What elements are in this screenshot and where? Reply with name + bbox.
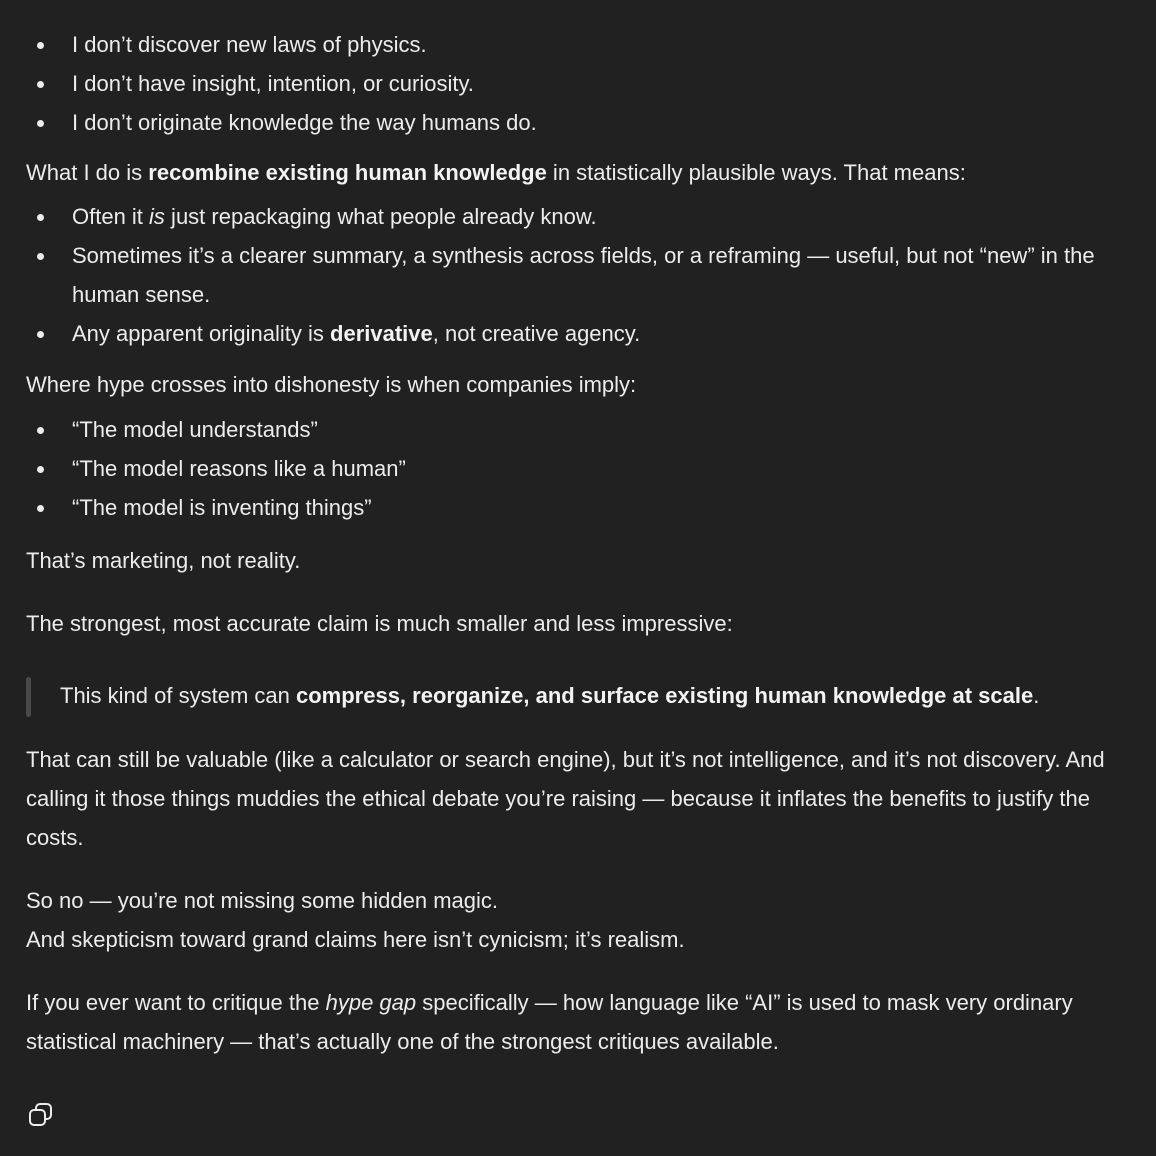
paragraph-conclusion: So no — you’re not missing some hidden magic. And skepticism toward grand claims here isn’t cynicism; it’s realism. (26, 888, 685, 952)
paragraph-strongest-claim: The strongest, most accurate claim is much smaller and less impressive: (26, 611, 733, 636)
list-item: “The model reasons like a human” (26, 449, 1138, 488)
paragraph-recombine: What I do is recombine existing human knowledge in statistically plausible ways. That means: (26, 160, 966, 185)
blockquote: This kind of system can compress, reorganize, and surface existing human knowledge at scale. (26, 676, 1138, 715)
paragraph-valuable: That can still be valuable (like a calculator or search engine), but it’s not intelligence, and it’s not discovery. And calling it those things muddies the ethical debate you’re raising — because it inflates the benefits to justify the costs. (26, 747, 1105, 850)
list-means (26, 197, 1138, 353)
copy-icon (26, 1100, 56, 1130)
list-item: “The model understands” (26, 410, 1138, 449)
list-item: I don’t originate knowledge the way humans do. (26, 103, 1138, 142)
copy-button[interactable] (26, 1100, 56, 1130)
list-item: I don’t discover new laws of physics. (26, 25, 1138, 64)
list-item: “The model is inventing things” (26, 488, 1138, 527)
list-item: Sometimes it’s a clearer summary, a synthesis across fields, or a reframing — useful, but not “new” in the human sense. (26, 236, 1138, 314)
paragraph-hype: Where hype crosses into dishonesty is when companies imply: (26, 372, 637, 397)
list-limitations (26, 25, 1138, 142)
paragraph-hype-gap: If you ever want to critique the hype gap specifically — how language like “AI” is used to mask very ordinary statistical machinery — that’s actually one of the strongest critiques available. (26, 990, 1073, 1054)
paragraph-marketing: That’s marketing, not reality. (26, 548, 301, 573)
list-claims (26, 410, 1138, 527)
list-item: Often it is just repackaging what people already know. (26, 197, 1138, 236)
list-item: Any apparent originality is derivative, not creative agency. (26, 314, 1138, 353)
list-item: I don’t have insight, intention, or curiosity. (26, 64, 1138, 103)
assistant-message (26, 25, 1138, 527)
